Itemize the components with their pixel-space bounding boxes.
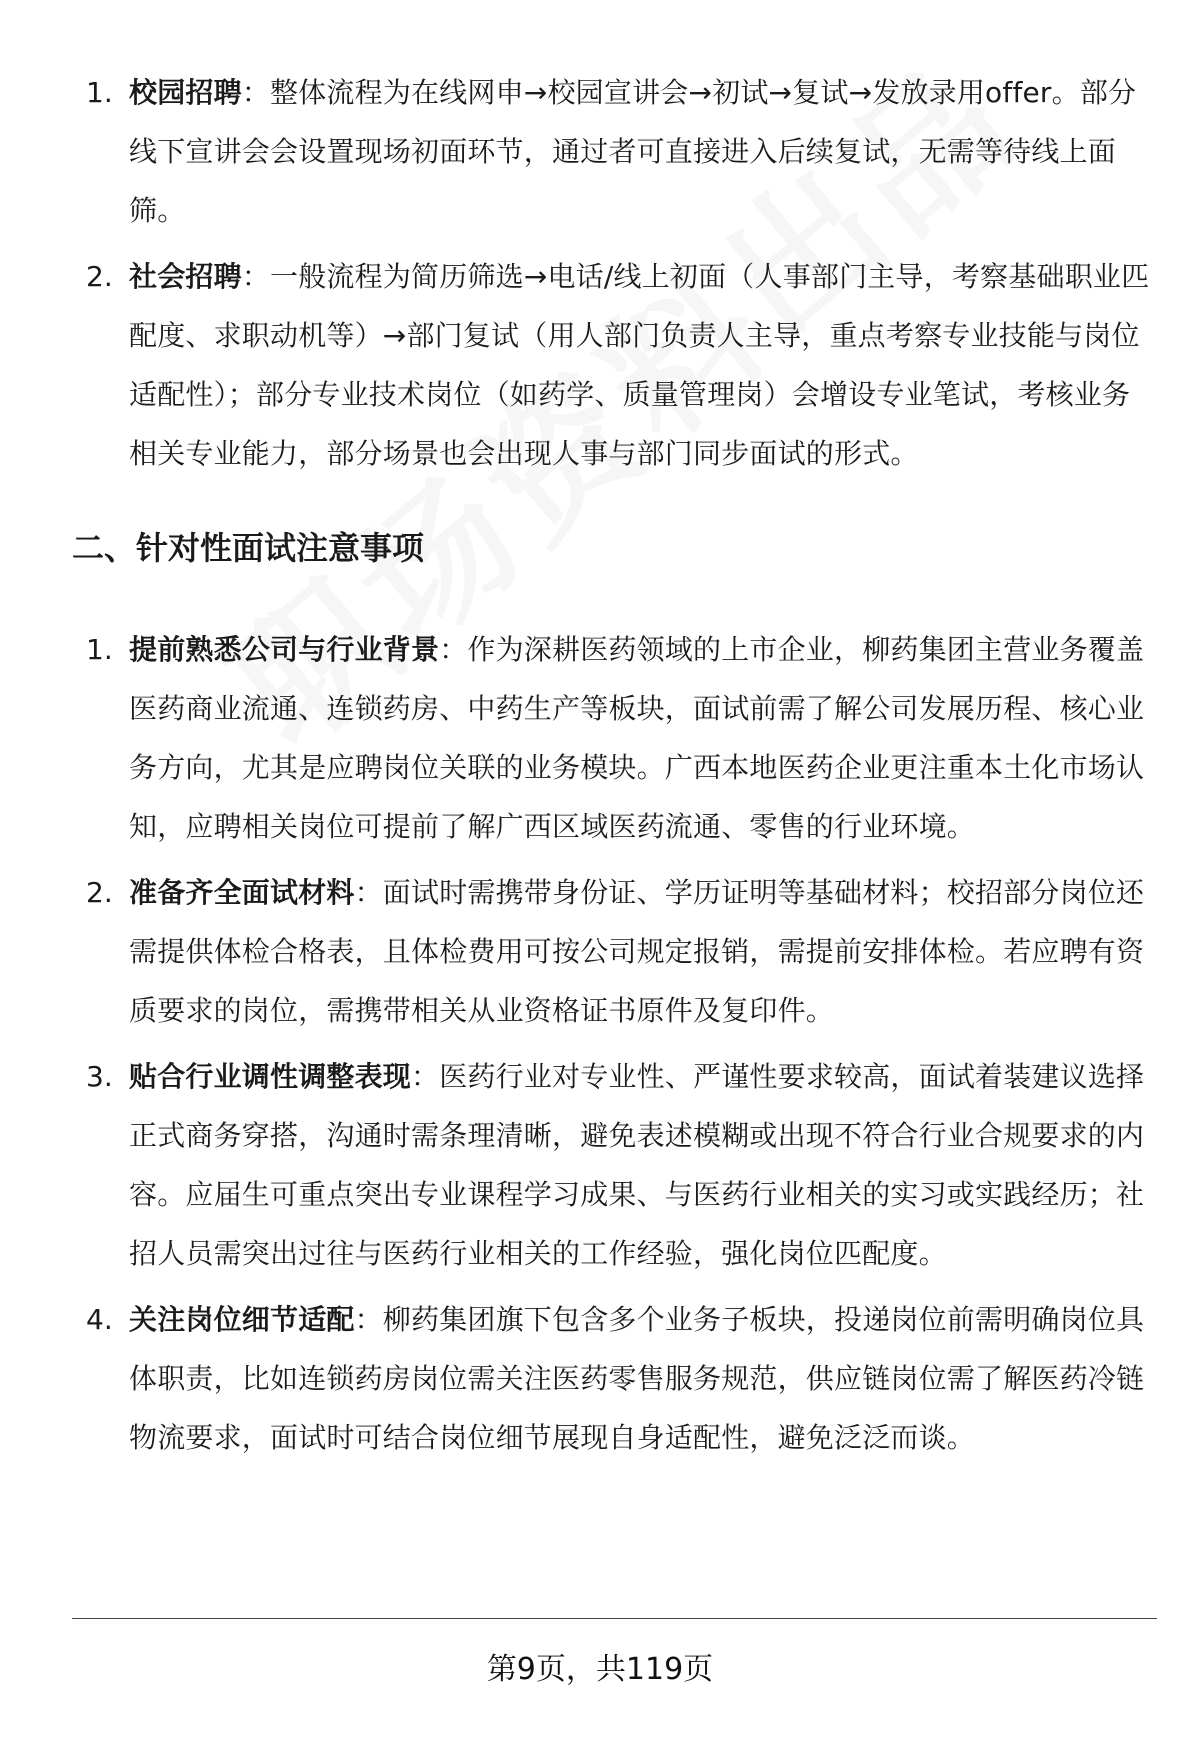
list-item-number: 2. bbox=[86, 876, 113, 909]
list-item-body: ：作为深耕医药领域的上市企业，柳药集团主营业务覆盖医药商业流通、连锁药房、中药生产等板块，面试前需了解公司发展历程、核心业务方向，尤其是应聘岗位关联的业务模块。广西本地医药企业更注重本土化市场认知，应聘相关岗位可提前了解广西区域医药流通、零售的行业环境。 bbox=[129, 633, 1145, 843]
list-item-body: ：医药行业对专业性、严谨性要求较高，面试着装建议选择正式商务穿搭，沟通时需条理清晰，避免表述模糊或出现不符合行业合规要求的内容。应届生可重点突出专业课程学习成果、与医药行业相关的实习或实践经历；社招人员需突出过往与医药行业相关的工作经验，强化岗位匹配度。 bbox=[129, 1060, 1145, 1270]
list-item bbox=[86, 63, 1156, 240]
recruitment-process-list bbox=[86, 63, 1156, 490]
list-item-term: 社会招聘 bbox=[129, 260, 242, 293]
list-item-text bbox=[129, 63, 1156, 240]
section-heading: 二、针对性面试注意事项 bbox=[72, 529, 425, 567]
list-item bbox=[86, 1047, 1156, 1283]
list-item-term: 校园招聘 bbox=[129, 76, 242, 109]
footer-divider bbox=[72, 1618, 1157, 1619]
list-item-term: 准备齐全面试材料 bbox=[129, 876, 355, 909]
list-item-text bbox=[129, 247, 1156, 483]
list-item-body: ：柳药集团旗下包含多个业务子板块，投递岗位前需明确岗位具体职责，比如连锁药房岗位需关注医药零售服务规范，供应链岗位需了解医药冷链物流要求，面试时可结合岗位细节展现自身适配性，避免泛泛而谈。 bbox=[129, 1303, 1145, 1454]
list-item-number: 1. bbox=[86, 633, 113, 666]
list-item-number: 4. bbox=[86, 1303, 113, 1336]
list-item-body: ：面试时需携带身份证、学历证明等基础材料；校招部分岗位还需提供体检合格表，且体检费用可按公司规定报销，需提前安排体检。若应聘有资质要求的岗位，需携带相关从业资格证书原件及复印件。 bbox=[129, 876, 1145, 1027]
list-item-number: 3. bbox=[86, 1060, 113, 1093]
list-item-term: 关注岗位细节适配 bbox=[129, 1303, 355, 1336]
list-item-body: ：整体流程为在线网申→校园宣讲会→初试→复试→发放录用offer。部分线下宣讲会会设置现场初面环节，通过者可直接进入后续复试，无需等待线上面筛。 bbox=[129, 76, 1137, 227]
list-item-body: ：一般流程为简历筛选→电话/线上初面（人事部门主导，考察基础职业匹配度、求职动机等）→部门复试（用人部门负责人主导，重点考察专业技能与岗位适配性）；部分专业技术岗位（如药学、质量管理岗）会增设专业笔试，考核业务相关专业能力，部分场景也会出现人事与部门同步面试的形式。 bbox=[129, 260, 1150, 470]
list-item-term: 贴合行业调性调整表现 bbox=[129, 1060, 412, 1093]
list-item bbox=[86, 247, 1156, 483]
list-item-text bbox=[129, 1047, 1156, 1283]
page-number: 第9页，共119页 bbox=[486, 1652, 714, 1687]
interview-tips-list bbox=[86, 620, 1156, 1474]
list-item-text bbox=[129, 620, 1156, 856]
list-item-number: 1. bbox=[86, 76, 113, 109]
list-item-number: 2. bbox=[86, 260, 113, 293]
list-item bbox=[86, 620, 1156, 856]
list-item-term: 提前熟悉公司与行业背景 bbox=[129, 633, 440, 666]
list-item-text bbox=[129, 863, 1156, 1040]
list-item bbox=[86, 863, 1156, 1040]
list-item bbox=[86, 1290, 1156, 1467]
list-item-text bbox=[129, 1290, 1156, 1467]
